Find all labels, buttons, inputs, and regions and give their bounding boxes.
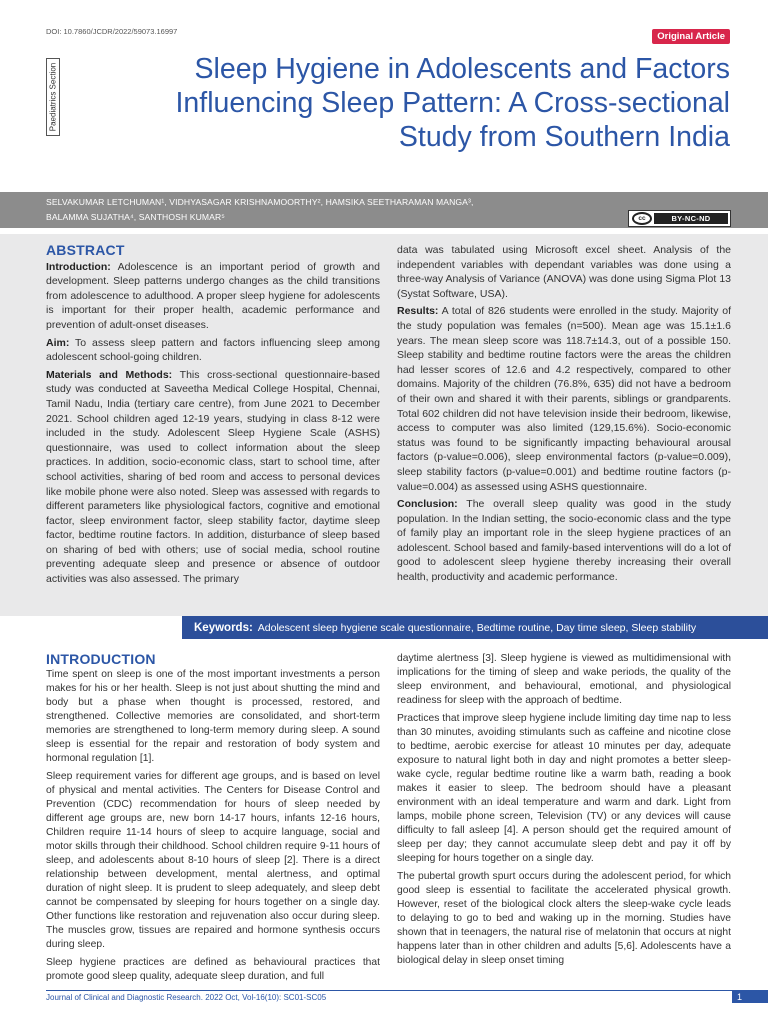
intro-paragraph-3: Sleep hygiene practices are defined as behavioural practices that promote good sleep quality, adequate sleep duration, and full (46, 957, 380, 982)
results-text: A total of 826 students were enrolled in the study. Majority of the study population was females (n=500). Mean age was 15.1±1.6 years. The mean sleep score was 118.7±14.3, out of a possible 150. Sleep stability and bedtime routine factors were the areas the children had lesser scores of 12.6 and 4.2 respectively, compared to other domains. Majority of the children (76.8%, 635) did not have a bedroom of their own and shared it with their parents, siblings or grandparents. Total 602 children did not have television inside their bedroom, likewise, access to computer was also limited (129,15.6%). Socio-economic status was found to be significantly impacting behavioural arousal factors (p-value=0.006), sleep environmental factors (p-value=0.009), sleep stability factors (p-value=0.001) and bedtime routine factors (p-value=0.004) as assessed using ASHS questionnaire. (397, 305, 731, 493)
footer-divider (46, 990, 732, 991)
journal-citation: Journal of Clinical and Diagnostic Research. 2022 Oct, Vol-16(10): SC01-SC05 (46, 993, 327, 1002)
author-line-2: BALAMMA SUJATHA⁴, SANTHOSH KUMAR⁵ (46, 212, 225, 222)
article-title: Sleep Hygiene in Adolescents and Factors Influencing Sleep Pattern: A Cross-sectional Study from Southern India (175, 53, 730, 153)
section-tab (46, 58, 60, 136)
introduction-right-column (397, 652, 731, 972)
aim-text: To assess sleep pattern and factors influencing sleep among adolescent school-going children. (46, 336, 380, 364)
author-list (46, 195, 566, 225)
intro-paragraph-2: Sleep requirement varies for different age groups, and is based on level of physical and mental activities. The Centers for Disease Control and Prevention (CDC) recommendation for hours of sleep needed by different age groups are, new born 14-17 hours, infants 12-16 hours, Children require 11-14 hours of sleep to acquire language, social and motor skills through their childhood. School children require 9-11 hours of sleep, and adolescents about 8-10 hours of sleep [2]. There is a direct relationship between development, mental alertness, and optimal duration of night sleep. It is prudent to sleep adequately, and sleep debt cannot be compensated by sleeping for hours together on a single day. Other functions like restoration and rejuvenation also occur during sleep. The muscles grow, tissues are repaired and hormone synthesis occurs during sleep. (46, 771, 380, 950)
methods-text: This cross-sectional questionnaire-based study was conducted at Saveetha Medical College Hospital, Chennai, Tamil Nadu, India (tertiary care centre), from June 2021 to December 2021. School children aged 12-19 years, studying in class 8-12 were included in the study. Adolescent Sleep Hygiene Scale (ASHS) questionnaire, was used to collect information about the sleep practices. In addition, socio-economic class, start to school time, after school activities, sharing of bed room and access to personal devices like mobile phone were also noted. Sleep was assessed with regards to different parameters like physiological factors, cognitive and emotional factor, sleep environment factor, sleep stability factor, daytime sleep factor, bedtime routine factors. In addition, disturbance of sleep based on sharing of bed with others; use of social media, school routine preventing adequate sleep and presence or absence of outdoor activities was also assessed. The primary (46, 368, 381, 586)
abstract-right-column (397, 243, 731, 588)
introduction-heading: INTRODUCTION (46, 651, 156, 667)
keywords-bar (182, 616, 768, 639)
author-line-1: SELVAKUMAR LETCHUMAN¹, VIDHYASAGAR KRISHNAMOORTHY², HAMSIKA SEETHARAMAN MANGA³, (46, 197, 474, 207)
methods-label: Materials and Methods: (46, 368, 173, 381)
doi-text: DOI: 10.7860/JCDR/2022/59073.16997 (46, 27, 178, 36)
abstract-introduction (46, 260, 380, 333)
intro-paragraph-3-continued: daytime alertness [3]. Sleep hygiene is viewed as multidimensional with implications for the timing of sleep and wake periods, the quality of the sleep environment, and behavioural, emotional, and physiological readiness for sleep with the approach of bedtime. (397, 653, 731, 706)
keywords-label: Keywords: (194, 621, 253, 634)
abstract-methods-continued: data was tabulated using Microsoft excel sheet. Analysis of the independent variables with dependant variables was done using a three-way Analysis of Variance (ANOVA) was done using Sigma Plot 13 (Systat Software, USA). (397, 244, 731, 300)
article-type-badge: Original Article (652, 29, 730, 44)
cc-icon: cc (632, 212, 652, 225)
aim-label: Aim: (46, 336, 70, 349)
intro-text: Adolescence is an important period of growth and development. Sleep patterns undergo changes as the child transitions from adolescence to adulthood. A proper sleep hygiene for adolescents is important for their proper health, academic performance and prevention of adult-onset diseases. (46, 260, 380, 331)
abstract-left-column (46, 243, 380, 590)
results-label: Results: (397, 305, 439, 318)
abstract-conclusion (397, 497, 731, 585)
page-number: 1 (732, 990, 768, 1003)
section-label: Paediatrics Section (48, 62, 58, 132)
cc-license-badge (628, 210, 731, 227)
intro-label: Introduction: (46, 260, 111, 273)
intro-paragraph-1: Time spent on sleep is one of the most important investments a person makes for his or her health. Sleep is not just about shutting the mind and body but a phase when thought is processed, restored, and strengthened. Collective memories are consolidated, and short-term memories are strengthened to long-term memory during sleep. A sound sleep is essential for the repair and restoration of body system and hormonal regulation [1]. (46, 669, 380, 764)
conclusion-label: Conclusion: (397, 498, 458, 511)
introduction-left-column (46, 652, 380, 988)
abstract-heading: ABSTRACT (46, 242, 125, 258)
keywords-text: Adolescent sleep hygiene scale questionnaire, Bedtime routine, Day time sleep, Sleep stability (257, 621, 697, 634)
abstract-aim (46, 336, 380, 365)
conclusion-text: The overall sleep quality was good in the study population. In the Indian setting, the socio-economic class and the type of family play an important role in the sleep hygiene practices of an adolescent. School based and family-based interventions will do a lot of good to adolescent sleep hygiene thereby increasing their overall health, productivity and academic performance. (397, 498, 731, 584)
intro-paragraph-4: Practices that improve sleep hygiene include limiting day time nap to less than 30 minutes, avoiding stimulants such as caffeine and nicotine close to bedtime, aerobic exercise for atleast 10 minutes per day, adequate exposure to natural light both in day and night promotes a better sleep-wake cycle, regular bedtime routine like a warm bath, reading a book makes it easier to sleep. The bedroom should have a pleasant environment with an ideal temperature and warm and dark. Light from lamps, mobile phone screen, Television (TV) or any devices will cause difficulty to fall asleep [4]. A person should get the required amount of sleep per day; they cannot accumulate sleep debt and pay it off by sleeping for hours together on a single day. (397, 713, 731, 864)
intro-paragraph-5: The pubertal growth spurt occurs during the adolescent period, for which good sleep is essential to facilitate the accelerated physical growth. However, reset of the biological clock alters the sleep-wake cycle leads to delaying to go to bed and waking up in the morning. Studies have shown that in teenagers, the natural rise of melatonin that occurs at night happens later than in other children and adults [5,6]. Adolescents have a biological delay in sleep onset timing (397, 871, 731, 966)
abstract-methods (46, 368, 380, 587)
abstract-results (397, 304, 731, 494)
license-label: BY-NC-ND (654, 213, 728, 224)
